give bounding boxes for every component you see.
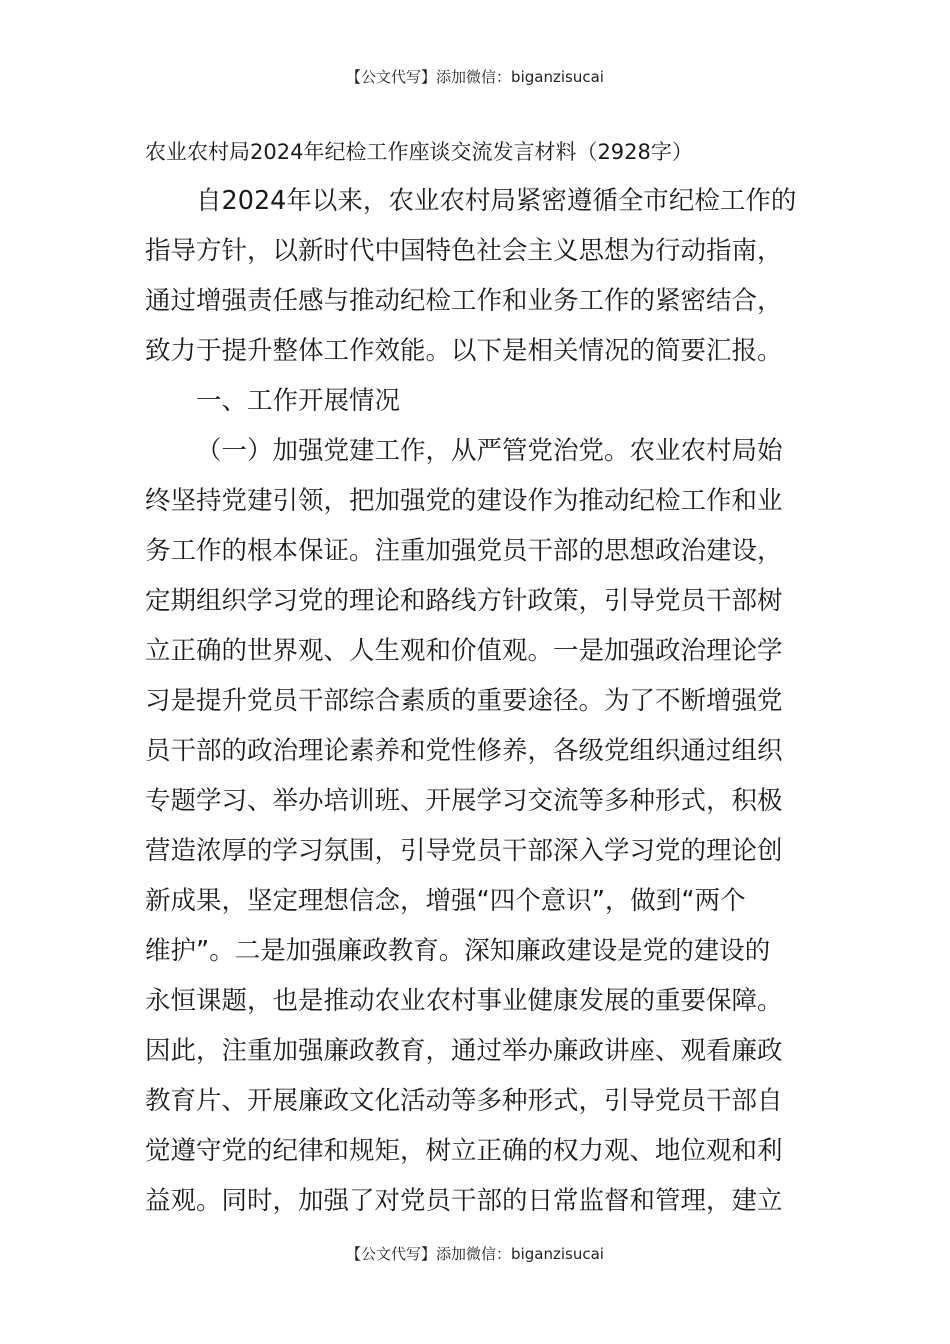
body-line: 致力于提升整体工作效能。以下是相关情况的简要汇报。 xyxy=(145,336,783,366)
body-line: 指导方针，以新时代中国特色社会主义思想为行动指南， xyxy=(145,236,783,266)
body-line: 永恒课题，也是推动农业农村事业健康发展的重要保障。 xyxy=(145,986,783,1016)
body-line: 通过增强责任感与推动纪检工作和业务工作的紧密结合， xyxy=(145,286,783,316)
page-footer-watermark: 【公文代写】添加微信：biganzisucai xyxy=(346,1245,604,1263)
body-line: 益观。同时，加强了对党员干部的日常监督和管理，建立 xyxy=(145,1186,783,1216)
document-title: 农业农村局2024年纪检工作座谈交流发言材料（2928字） xyxy=(145,140,693,164)
body-line: 觉遵守党的纪律和规矩，树立正确的权力观、地位观和利 xyxy=(145,1136,783,1166)
body-line: 立正确的世界观、人生观和价值观。一是加强政治理论学 xyxy=(145,636,783,666)
document-body xyxy=(145,176,805,1226)
body-line: 员干部的政治理论素养和党性修养，各级党组织通过组织 xyxy=(145,736,783,766)
body-line: 终坚持党建引领，把加强党的建设作为推动纪检工作和业 xyxy=(145,486,783,516)
body-line: （一）加强党建工作，从严管党治党。农业农村局始 xyxy=(196,436,783,466)
body-line: 新成果，坚定理想信念，增强“四个意识”，做到“两个 xyxy=(145,886,746,916)
page-header-watermark: 【公文代写】添加微信：biganzisucai xyxy=(346,68,604,86)
body-line: 习是提升党员干部综合素质的重要途径。为了不断增强党 xyxy=(145,686,783,716)
body-line: 专题学习、举办培训班、开展学习交流等多种形式，积极 xyxy=(145,786,783,816)
body-line: 营造浓厚的学习氛围，引导党员干部深入学习党的理论创 xyxy=(145,836,783,866)
body-line: 定期组织学习党的理论和路线方针政策，引导党员干部树 xyxy=(145,586,783,616)
body-line: 务工作的根本保证。注重加强党员干部的思想政治建设， xyxy=(145,536,783,566)
body-line: 因此，注重加强廉政教育，通过举办廉政讲座、观看廉政 xyxy=(145,1036,783,1066)
body-line: 教育片、开展廉政文化活动等多种形式，引导党员干部自 xyxy=(145,1086,783,1116)
body-line: 维护”。二是加强廉政教育。深知廉政建设是党的建设的 xyxy=(145,936,771,966)
body-line: 自2024年以来，农业农村局紧密遵循全市纪检工作的 xyxy=(196,186,797,216)
section-heading: 一、工作开展情况 xyxy=(196,386,401,416)
